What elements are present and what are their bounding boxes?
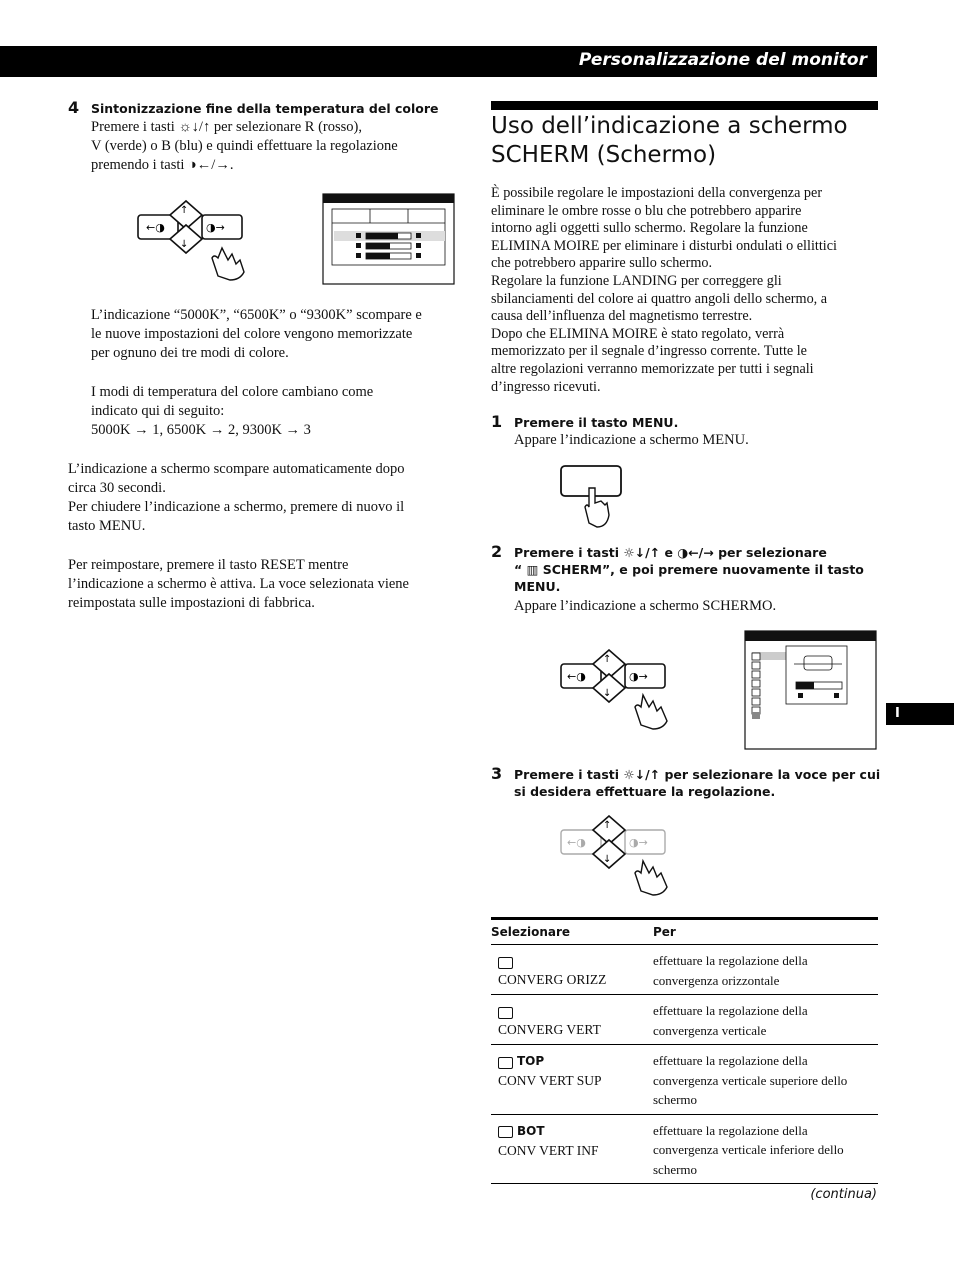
conv-horiz-icon: [498, 957, 513, 969]
step-4-text: Premere i tasti ☼↓/↑ per selezionare R (rosso), V (verde) o B (blu) e quindi effettuare la regolazione premendo i tasti ◑←/→.: [91, 119, 398, 173]
section-rule: [491, 101, 878, 110]
row-label: CONV VERT INF: [498, 1142, 599, 1158]
row-description: effettuare la regolazione della convergenza orizzontale: [653, 953, 808, 988]
step-2-number: 2: [491, 542, 503, 561]
svg-text:←◑: ←◑: [567, 670, 586, 683]
step-1-title: Premere il tasto MENU.: [514, 415, 679, 430]
svg-text:↓: ↓: [603, 854, 612, 865]
row-label-bold: TOP: [517, 1054, 545, 1069]
selection-table: [491, 917, 878, 1184]
paragraph-modi: I modi di temperatura del colore cambiano come indicato qui di seguito: 5000K → 1, 6500K → 2, 9300K → 3: [91, 384, 374, 438]
svg-text:←◑: ←◑: [146, 221, 165, 234]
control-buttons-diagram-3: [559, 815, 674, 897]
row-description: effettuare la regolazione della convergenza verticale inferiore dello schermo: [653, 1122, 844, 1177]
paragraph-indicazione: L’indicazione “5000K”, “6500K” o “9300K” scompare e le nuove impostazioni del colore vengono memorizzate per ognuno dei tre modi di colore.: [91, 307, 422, 361]
section-title: Uso dell’indicazione a schermo SCHERM (Schermo): [491, 113, 848, 168]
table-row: [491, 995, 878, 1045]
svg-text:◑→: ◑→: [629, 836, 648, 849]
paragraph-scompare: L’indicazione a schermo scompare automaticamente dopo circa 30 secondi. Per chiudere l’indicazione a schermo, premere di nuovo il tasto MENU.: [68, 461, 405, 534]
control-buttons-diagram: [136, 198, 251, 283]
row-label: CONVERG ORIZZ: [498, 972, 607, 987]
conv-vert-icon: [498, 1126, 513, 1138]
row-description: effettuare la regolazione della convergenza verticale superiore dello schermo: [653, 1053, 848, 1107]
control-buttons-diagram-2: [559, 649, 674, 731]
color-osd-diagram: [322, 193, 455, 285]
step-3-title: Premere i tasti ☼↓/↑ per selezionare la voce per cui si desidera effettuare la regolazione.: [514, 767, 881, 799]
header-title: Personalizzazione del monitor: [578, 50, 867, 70]
header-bar: [0, 46, 877, 77]
svg-text:↑: ↑: [603, 654, 612, 665]
header-selezionare: Selezionare: [491, 925, 571, 939]
step-1-number: 1: [491, 412, 503, 431]
svg-text:↓: ↓: [603, 688, 612, 699]
intro-paragraph: È possibile regolare le impostazioni della convergenza per eliminare le ombre rosse o blu che potrebbero apparire intorno agli oggetti sullo schermo. Regolare la funzione ELIMINA MOIRE per eliminare i disturbi ondulati o ellittici che potrebbero apparire sullo schermo. Regolare la funzione LANDING per correggere gli sbilanciamenti del colore ai quattro angoli dello schermo, a causa dell’influenza del magnetismo terrestre. Dopo che ELIMINA MOIRE è stato regolato, verrà memorizzato per il segnale d’ingresso corrente. Tutte le altre regolazioni verranno memorizzate per tutti i segnali d’ingresso ricevuti.: [491, 185, 837, 395]
header-per: Per: [653, 925, 676, 939]
svg-text:↑: ↑: [603, 820, 612, 831]
row-label: CONVERG VERT: [498, 1022, 601, 1037]
menu-button-diagram: [559, 463, 625, 531]
language-side-tab: I: [886, 703, 954, 725]
step-4-title: Sintonizzazione fine della temperatura del colore: [91, 101, 439, 116]
table-row: [491, 1115, 878, 1185]
conv-vert-icon: [498, 1057, 513, 1069]
svg-text:←◑: ←◑: [567, 836, 586, 849]
row-label: CONV VERT SUP: [498, 1073, 602, 1089]
svg-text:↓: ↓: [180, 239, 189, 250]
continua-label: (continua): [810, 1187, 877, 1202]
table-row: [491, 945, 878, 995]
row-label-bold: BOT: [517, 1123, 545, 1138]
svg-text:↑: ↑: [180, 205, 189, 216]
table-header: [491, 917, 878, 945]
paragraph-reset: Per reimpostare, premere il tasto RESET mentre l’indicazione a schermo è attiva. La voce selezionata viene reimpostata sulle impostazioni di fabbrica.: [68, 557, 409, 611]
step-2-text: Appare l’indicazione a schermo SCHERMO.: [514, 598, 777, 614]
svg-text:◑→: ◑→: [206, 221, 225, 234]
step-4-number: 4: [68, 98, 80, 117]
row-description: effettuare la regolazione della convergenza verticale: [653, 1003, 808, 1038]
screen-osd-diagram: [744, 630, 877, 750]
step-1-text: Appare l’indicazione a schermo MENU.: [514, 432, 749, 448]
svg-text:◑→: ◑→: [629, 670, 648, 683]
step-3-number: 3: [491, 764, 503, 783]
table-row: [491, 1045, 878, 1115]
conv-vert-icon: [498, 1007, 513, 1019]
step-2-title: Premere i tasti ☼↓/↑ e ◑←/→ per selezionare “ ▥ SCHERM”, e poi premere nuovamente il tasto MENU.: [514, 545, 864, 594]
